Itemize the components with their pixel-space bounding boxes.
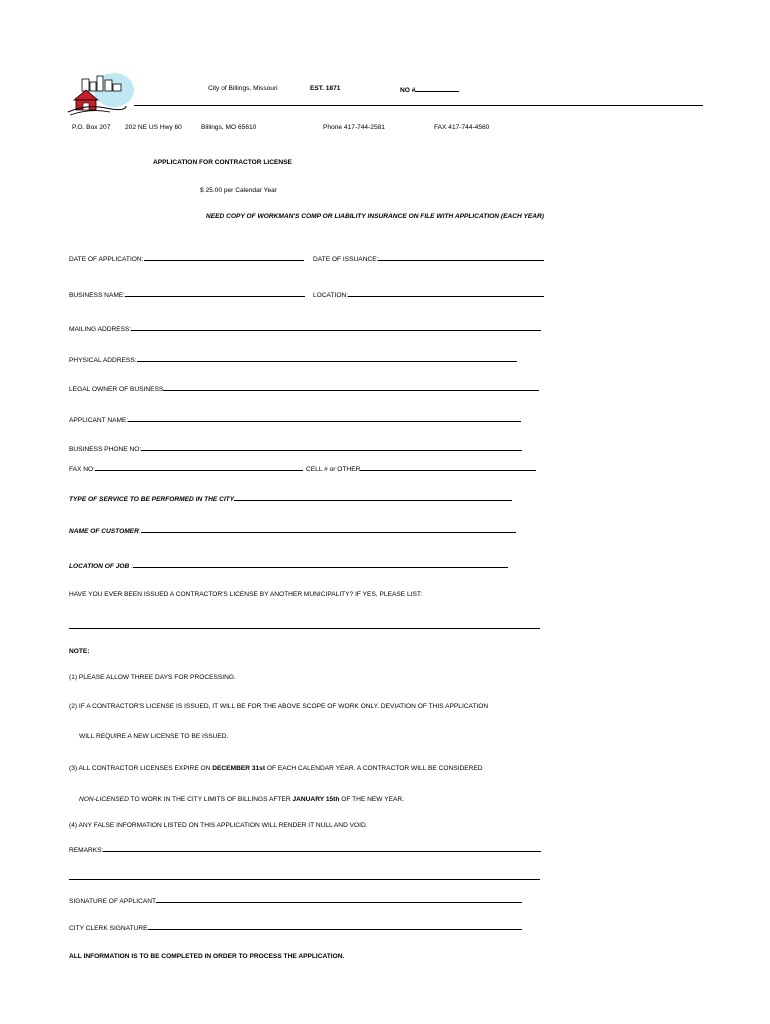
name-of-customer-label: NAME OF CUSTOMER [69, 528, 139, 535]
farm-barn-logo-icon [66, 70, 136, 116]
business-name-label: BUSINESS NAME: [69, 292, 126, 299]
physical-address-field[interactable] [69, 355, 517, 364]
location-of-job-field[interactable]: LOCATION OF JOB : [69, 561, 508, 570]
completion-notice: ALL INFORMATION IS TO BE COMPLETED IN ORDER TO PROCESS THE APPLICATION. [69, 953, 345, 960]
fax-no-label: FAX NO: [69, 466, 96, 473]
type-of-service-label: TYPE OF SERVICE TO BE PERFORMED IN THE CITY [69, 496, 235, 503]
insurance-requirement: NEED COPY OF WORKMAN'S COMP OR LIABILITY INSURANCE ON FILE WITH APPLICATION (EACH YEAR) [206, 213, 544, 220]
remarks-label: REMARKS: [69, 847, 104, 854]
applicant-name-field[interactable] [69, 415, 521, 424]
application-number-label: NO # [400, 87, 416, 94]
note-2-line-1: (2) IF A CONTRACTOR'S LICENSE IS ISSUED, IT WILL BE FOR THE ABOVE SCOPE OF WORK ONLY. DEVIATION OF THIS APPLICATION [69, 703, 489, 710]
note-3-line-2 [79, 796, 404, 803]
other-license-answer-line[interactable] [69, 628, 540, 629]
note-3-text-pre: (3) ALL CONTRACTOR LICENSES EXPIRE ON [69, 765, 213, 772]
notes-heading: NOTE: [69, 648, 90, 655]
applicant-name-label: APPLICANT NAME: [69, 417, 129, 424]
location-label: LOCATION: [313, 292, 349, 299]
fax-number: FAX 417-744-4560 [434, 124, 490, 131]
note-3-expiry-date: DECEMBER 31st [212, 765, 266, 772]
business-phone-field[interactable] [69, 444, 522, 453]
physical-address-label: PHYSICAL ADDRESS: [69, 357, 137, 364]
legal-owner-label: LEGAL OWNER OF BUSINESS [69, 386, 164, 393]
application-number [400, 85, 459, 94]
header-divider [134, 105, 703, 106]
note-3-text-mid: TO WORK IN THE CITY LIMITS OF BILLINGS AFTER [128, 796, 293, 803]
note-1: (1) PLEASE ALLOW THREE DAYS FOR PROCESSING. [69, 674, 236, 681]
note-2-line-2: WILL REQUIRE A NEW LICENSE TO BE ISSUED. [79, 733, 229, 740]
date-of-issuance-field[interactable] [313, 254, 544, 263]
other-license-question: HAVE YOU EVER BEEN ISSUED A CONTRACTOR'S LICENSE BY ANOTHER MUNICIPALITY? IF YES, PLEASE LIST: [69, 591, 423, 598]
note-4: (4) ANY FALSE INFORMATION LISTED ON THIS APPLICATION WILL RENDER IT NULL AND VOID. [69, 822, 368, 829]
location-field[interactable] [313, 290, 544, 299]
cell-field[interactable] [306, 464, 536, 473]
form-title: APPLICATION FOR CONTRACTOR LICENSE [153, 159, 292, 166]
remarks-field[interactable] [69, 845, 541, 854]
date-of-application-label: DATE OF APPLICATION: [69, 256, 144, 263]
mailing-address-label: MAILING ADDRESS: [69, 326, 132, 333]
date-of-application-field[interactable] [69, 254, 304, 263]
fax-no-field[interactable] [69, 464, 303, 473]
city-clerk-signature-field[interactable] [69, 923, 522, 932]
license-fee: $ 25.00 per Calendar Year [200, 187, 277, 194]
city-state-zip: Billings, MO 65610 [201, 124, 257, 131]
business-name-field[interactable] [69, 290, 305, 299]
established-year: EST. 1871 [310, 85, 341, 92]
city-name: City of Billings, Missouri [208, 85, 278, 92]
date-of-issuance-label: DATE OF ISSUANCE: [313, 256, 379, 263]
remarks-line-2[interactable] [69, 879, 540, 880]
signature-applicant-field[interactable] [69, 896, 522, 905]
po-box: P.O. Box 207 [72, 124, 111, 131]
business-phone-label: BUSINESS PHONE NO: [69, 446, 142, 453]
location-of-job-label: LOCATION OF JOB [69, 563, 130, 570]
type-of-service-field[interactable] [69, 494, 512, 503]
note-3-text-post: OF EACH CALENDAR YEAR. A CONTRACTOR WILL BE CONSIDERED [265, 765, 483, 772]
signature-applicant-label: SIGNATURE OF APPLICANT [69, 898, 157, 905]
note-3-non-licensed: NON-LICENSED [79, 796, 129, 803]
legal-owner-field[interactable] [69, 384, 539, 393]
city-logo [66, 70, 136, 116]
street-address: 202 NE US Hwy 60 [125, 124, 182, 131]
phone-number: Phone 417-744-2581 [323, 124, 385, 131]
note-3-line-1 [69, 765, 483, 772]
note-3-grace-date: JANUARY 15th [292, 796, 340, 803]
note-3-text-end: OF THE NEW YEAR. [339, 796, 404, 803]
name-of-customer-field[interactable]: NAME OF CUSTOMER: [69, 526, 516, 535]
city-clerk-signature-label: CITY CLERK SIGNATURE [69, 925, 148, 932]
mailing-address-field[interactable] [69, 324, 541, 333]
cell-label: CELL # or OTHER [306, 466, 361, 473]
